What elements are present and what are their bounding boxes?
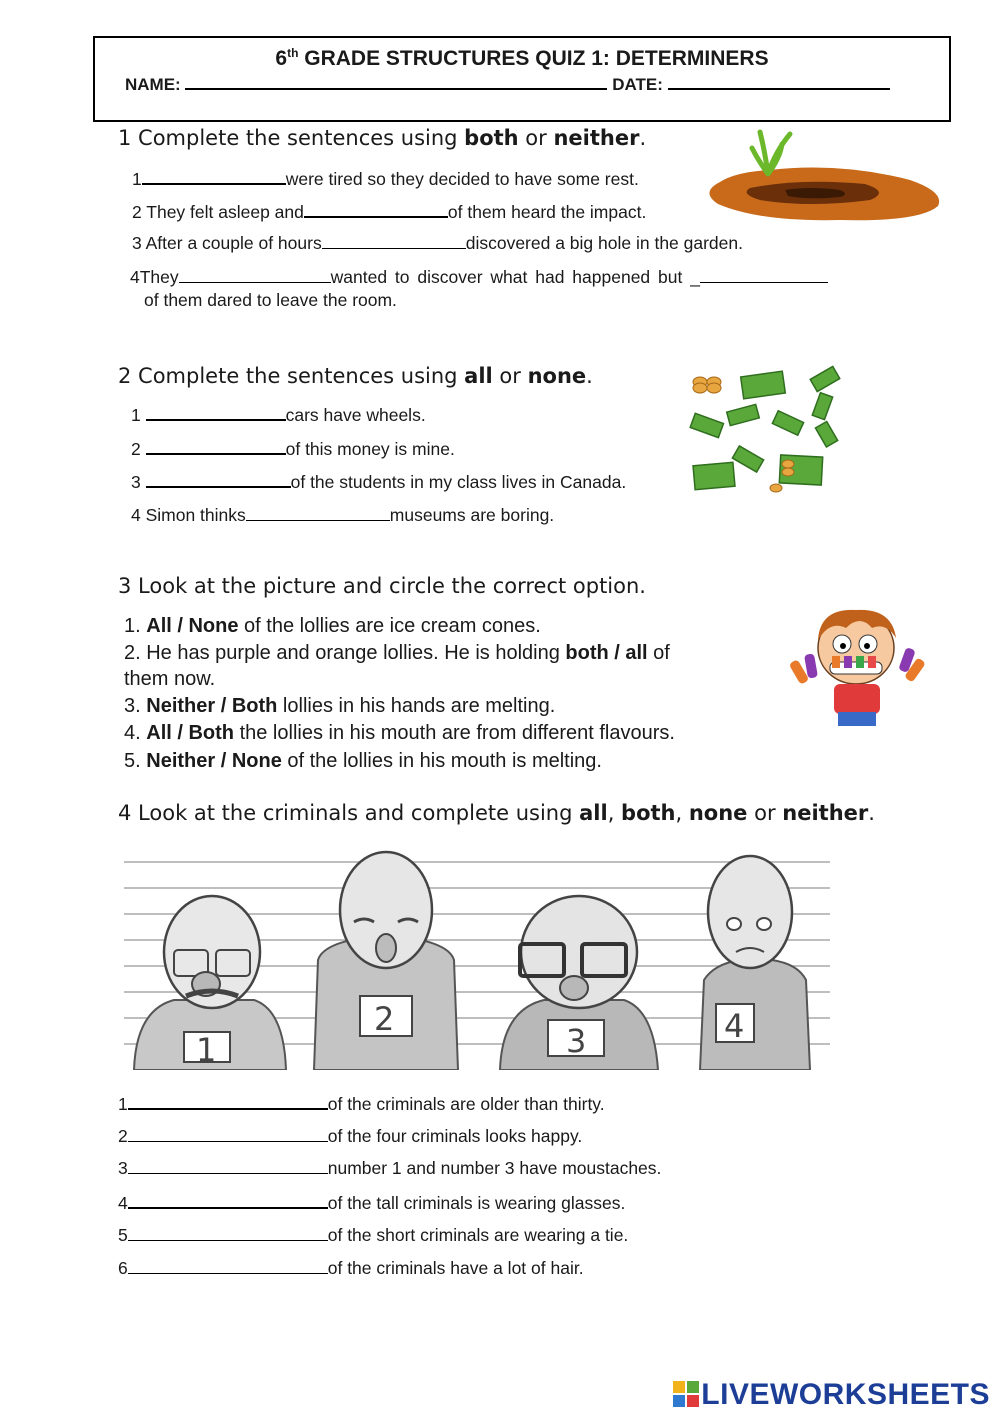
answer-blank[interactable] bbox=[128, 1258, 328, 1274]
date-label: DATE: bbox=[612, 75, 663, 94]
s2-item-4: 4 Simon thinks museums are boring. bbox=[131, 505, 555, 525]
s1-item-3: 3 After a couple of hours discovered a big hole in the garden. bbox=[132, 233, 743, 253]
s2-item-2: 2 of this money is mine. bbox=[131, 439, 455, 459]
section1-title: 1 Complete the sentences using both or neither. bbox=[118, 126, 647, 150]
answer-blank[interactable] bbox=[146, 471, 291, 488]
choice-options[interactable]: Neither / Both bbox=[146, 695, 278, 717]
criminal-number: 2 bbox=[374, 1000, 395, 1038]
section4-title: 4 Look at the criminals and complete using all, both, none or neither. bbox=[118, 801, 875, 825]
page-title: 6th GRADE STRUCTURES QUIZ 1: DETERMINERS bbox=[275, 46, 769, 70]
answer-blank[interactable] bbox=[128, 1158, 328, 1174]
s4-item-1: 1 of the criminals are older than thirty. bbox=[118, 1094, 605, 1114]
answer-blank[interactable] bbox=[700, 267, 828, 283]
s3-item-3: 3. Neither / Both lollies in his hands are melting. bbox=[124, 695, 556, 717]
answer-blank[interactable] bbox=[128, 1225, 328, 1241]
choice-options[interactable]: All / Both bbox=[146, 722, 235, 744]
s4-item-4: 4 of the tall criminals is wearing glasses. bbox=[118, 1193, 626, 1213]
section3-title: 3 Look at the picture and circle the correct option. bbox=[118, 574, 646, 598]
answer-blank[interactable] bbox=[246, 505, 390, 521]
money-illustration bbox=[684, 360, 844, 505]
answer-blank[interactable] bbox=[179, 267, 331, 283]
boy-lollies-illustration bbox=[790, 600, 930, 735]
choice-options[interactable]: All / None bbox=[146, 615, 239, 637]
s3-item-5: 5. Neither / None of the lollies in his mouth is melting. bbox=[124, 750, 602, 772]
logo-icon bbox=[673, 1381, 699, 1407]
s1-item-1: 1 were tired so they decided to have some rest. bbox=[132, 169, 639, 189]
liveworksheets-logo: LIVEWORKSHEETS bbox=[673, 1378, 990, 1412]
name-date-row bbox=[125, 74, 890, 95]
answer-blank[interactable] bbox=[142, 168, 286, 185]
criminal-number: 3 bbox=[566, 1022, 587, 1060]
s2-item-1: 1 cars have wheels. bbox=[131, 405, 426, 425]
s1-item-4-cont: of them dared to leave the room. bbox=[144, 290, 397, 310]
s3-item-2-cont: them now. bbox=[124, 668, 216, 690]
answer-blank[interactable] bbox=[128, 1126, 328, 1142]
name-label: NAME: bbox=[125, 75, 181, 94]
answer-blank[interactable] bbox=[146, 404, 286, 421]
s4-item-6: 6 of the criminals have a lot of hair. bbox=[118, 1258, 584, 1278]
s3-item-1: 1. All / None of the lollies are ice cream cones. bbox=[124, 615, 541, 637]
answer-blank[interactable] bbox=[128, 1192, 328, 1209]
s1-item-4: 4They wanted to discover what had happened but _ bbox=[130, 267, 828, 288]
name-field[interactable] bbox=[185, 74, 607, 90]
s1-item-2: 2 They felt asleep and of them heard the impact. bbox=[132, 202, 647, 222]
s3-item-2: 2. He has purple and orange lollies. He is holding both / all of bbox=[124, 642, 670, 664]
answer-blank[interactable] bbox=[146, 438, 286, 455]
hole-illustration bbox=[690, 122, 945, 227]
answer-blank[interactable] bbox=[322, 233, 466, 249]
criminal-number: 4 bbox=[724, 1007, 745, 1045]
s3-item-4: 4. All / Both the lollies in his mouth are from different flavours. bbox=[124, 722, 675, 744]
choice-options[interactable]: both / all bbox=[565, 642, 648, 664]
header-box bbox=[93, 36, 951, 122]
s4-item-2: 2 of the four criminals looks happy. bbox=[118, 1126, 583, 1146]
answer-blank[interactable] bbox=[128, 1093, 328, 1110]
criminal-number: 1 bbox=[196, 1031, 217, 1069]
s4-item-3: 3 number 1 and number 3 have moustaches. bbox=[118, 1158, 662, 1178]
answer-blank[interactable] bbox=[304, 201, 448, 218]
choice-options[interactable]: Neither / None bbox=[146, 750, 282, 772]
date-field[interactable] bbox=[668, 74, 890, 90]
criminals-lineup bbox=[124, 840, 830, 1070]
s2-item-3: 3 of the students in my class lives in Canada. bbox=[131, 472, 627, 492]
s4-item-5: 5 of the short criminals are wearing a tie. bbox=[118, 1225, 629, 1245]
section2-title: 2 Complete the sentences using all or none. bbox=[118, 364, 593, 388]
